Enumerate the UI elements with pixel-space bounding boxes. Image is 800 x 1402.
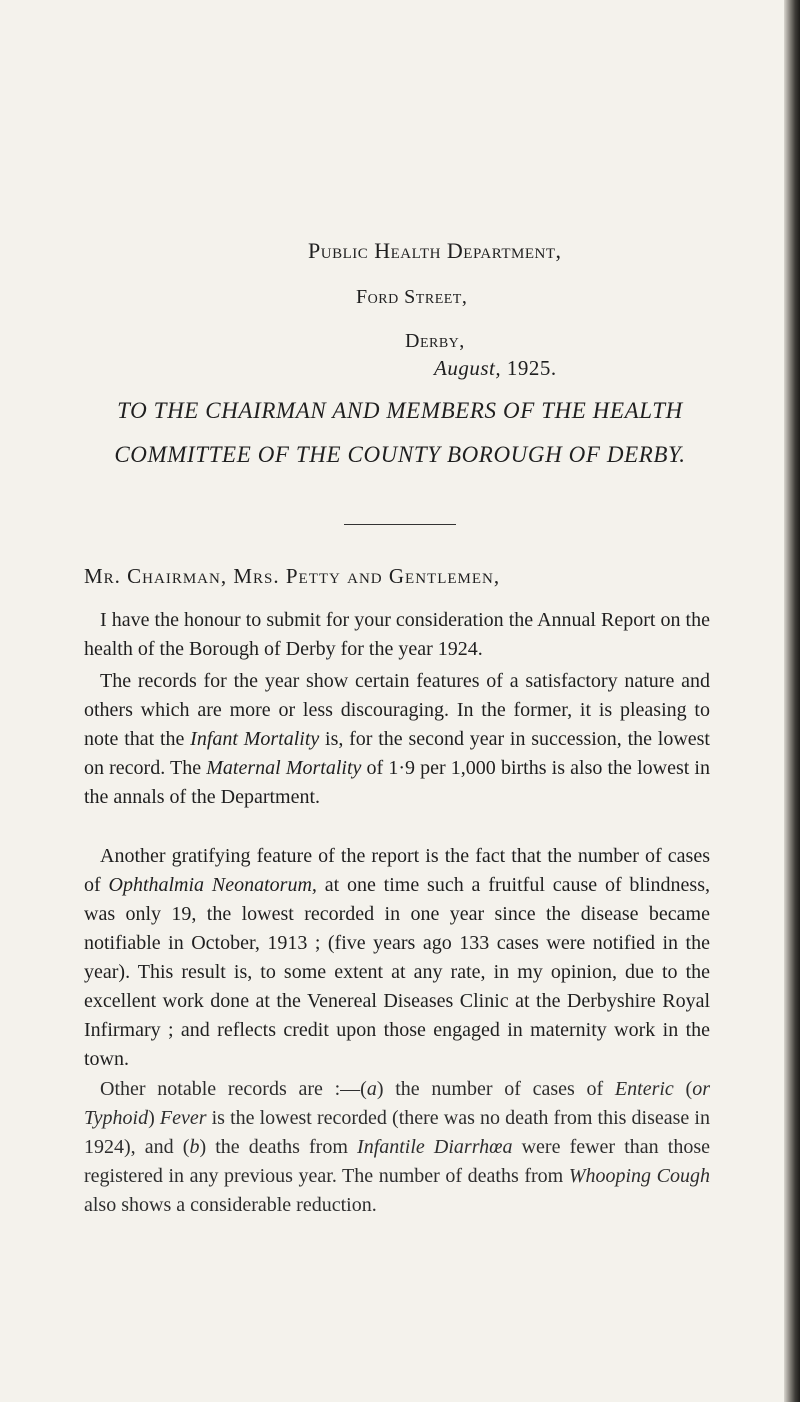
italic-term: Infant Mortality — [190, 728, 320, 750]
street-address: Ford Street, — [356, 286, 468, 308]
addressee-line-2: COMMITTEE OF THE COUNTY BOROUGH OF DERBY. — [114, 442, 686, 467]
department-name: Public Health Department, — [308, 238, 562, 263]
text-run: The records for the year show certain features of a satisfactory nature and others which are more or less discouraging. In the former, it is pleasing to note that the — [84, 670, 710, 750]
text-run: of 1·9 per 1,000 births is also the lowest in the annals of the Department. — [84, 757, 710, 808]
divider-rule — [344, 524, 456, 525]
italic-term: Maternal Mortality — [206, 757, 362, 779]
italic-term: Fever — [159, 1107, 207, 1129]
paragraph-3 — [84, 842, 710, 1074]
italic-term: Whooping Cough — [568, 1165, 710, 1187]
date-month: August, — [434, 356, 502, 380]
letter-date — [434, 356, 557, 381]
text-run: ( — [673, 1078, 693, 1100]
text-run: at one time such a fruitful cause of blindness, was only 19, the lowest recorded in one year since the disease became notifiable in October, 1913 ; (five years ago 133 cases were notified in the year). This result is, to some extent at any rate, in my opinion, due to the excellent work done at the Venereal Diseases Clinic at the Derbyshire Royal Infirmary ; and reflects credit upon those engaged in maternity work in the town. — [84, 874, 710, 1070]
town-name: Derby, — [405, 330, 465, 352]
paragraph-2 — [84, 667, 710, 812]
text-run: Other notable records are :—( — [100, 1078, 367, 1100]
italic-term: Ophthalmia Neonatorum, — [108, 874, 317, 896]
text-run: were fewer than those registered in any previous year. The number of deaths from — [84, 1136, 710, 1187]
text-run: ) — [148, 1107, 160, 1129]
text-run: ) the deaths from — [199, 1136, 358, 1158]
text-run: also shows a considerable reduction. — [84, 1194, 377, 1216]
italic-term: a — [366, 1078, 377, 1100]
date-year: 1925. — [506, 356, 557, 380]
paragraph-1: I have the honour to submit for your consideration the Annual Report on the health of the Borough of Derby for the year 1924. — [84, 609, 710, 660]
text-run: Another gratifying feature of the report is the fact that the number of cases of — [84, 845, 710, 896]
text-run: ) the number of cases of — [376, 1078, 615, 1100]
text-run: is, for the second year in succession, the lowest on record. The — [84, 728, 710, 779]
salutation: Mr. Chairman, Mrs. Petty and Gentlemen, — [84, 564, 501, 588]
addressee-line-1: TO THE CHAIRMAN AND MEMBERS OF THE HEALTH — [117, 398, 683, 423]
italic-term: Infantile Diarrhœa — [357, 1136, 513, 1158]
italic-term: b — [189, 1136, 200, 1158]
paragraph-4 — [84, 1075, 710, 1220]
page-edge-shadow — [784, 0, 800, 1402]
text-run: is the lowest recorded (there was no death from this disease in 1924), and ( — [84, 1107, 710, 1158]
italic-term: Enteric — [614, 1078, 674, 1100]
italic-term: or Typhoid — [84, 1078, 710, 1129]
